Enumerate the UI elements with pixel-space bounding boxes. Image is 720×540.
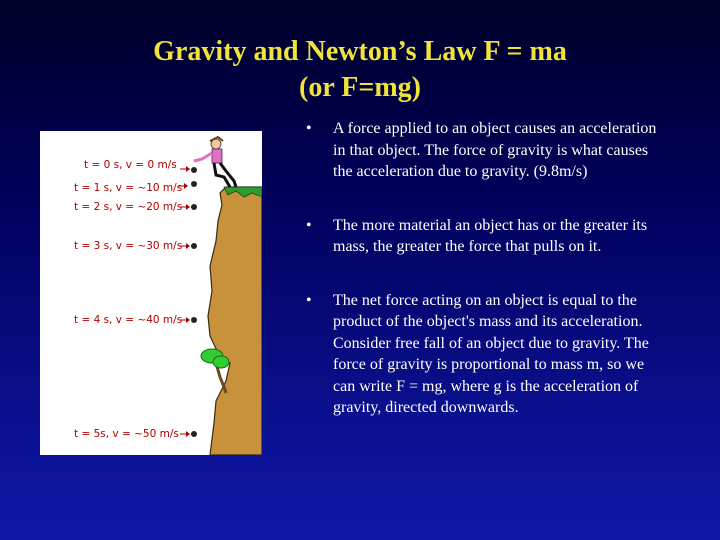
bullet-text-3: The net force acting on an object is equal to the product of the object's mass and its acceleration. Consider free fall of an object due to gravity. The force of gravity is proportional to mass m, so we can write F = mg, where g is the acceleration of gravity, directed downwards. [333, 291, 649, 416]
person-icon [194, 137, 236, 187]
label-t3: t = 3 s, v = ~30 m/s [74, 240, 183, 252]
bullet-marker: • [306, 120, 312, 137]
bullet-text-2: The more material an object has or the greater its mass, the greater the force that pulls on it. [333, 216, 648, 255]
bullet-item-2 [306, 215, 670, 258]
label-row-4 [74, 314, 197, 326]
bullet-item-3 [306, 290, 670, 419]
label-t5: t = 5s, v = ~50 m/s [74, 428, 179, 440]
title-line-2: (or F=mg) [299, 72, 421, 103]
label-row-1 [74, 181, 197, 194]
bullet-item-1 [306, 118, 670, 183]
label-row-2 [74, 201, 197, 213]
bullet-marker: • [306, 291, 312, 309]
free-fall-illustration [40, 131, 262, 455]
slide-title [0, 34, 720, 106]
label-t2: t = 2 s, v = ~20 m/s [74, 201, 183, 213]
label-t0: t = 0 s, v = 0 m/s [84, 159, 177, 171]
title-line-1: Gravity and Newton’s Law F = ma [153, 36, 567, 67]
cliff [208, 187, 262, 455]
label-row-3 [74, 240, 197, 252]
bullet-text-1: A force applied to an object causes an acceleration in that object. The force of gravity is what causes the acceleration due to gravity. (9.8m/s) [333, 120, 657, 180]
bullet-list [306, 118, 670, 419]
label-t4: t = 4 s, v = ~40 m/s [74, 314, 183, 326]
bullet-marker: • [306, 216, 312, 234]
label-row-5 [74, 428, 197, 440]
label-t1: t = 1 s, v = ~10 m/s [74, 182, 183, 194]
label-row-0 [84, 159, 197, 173]
